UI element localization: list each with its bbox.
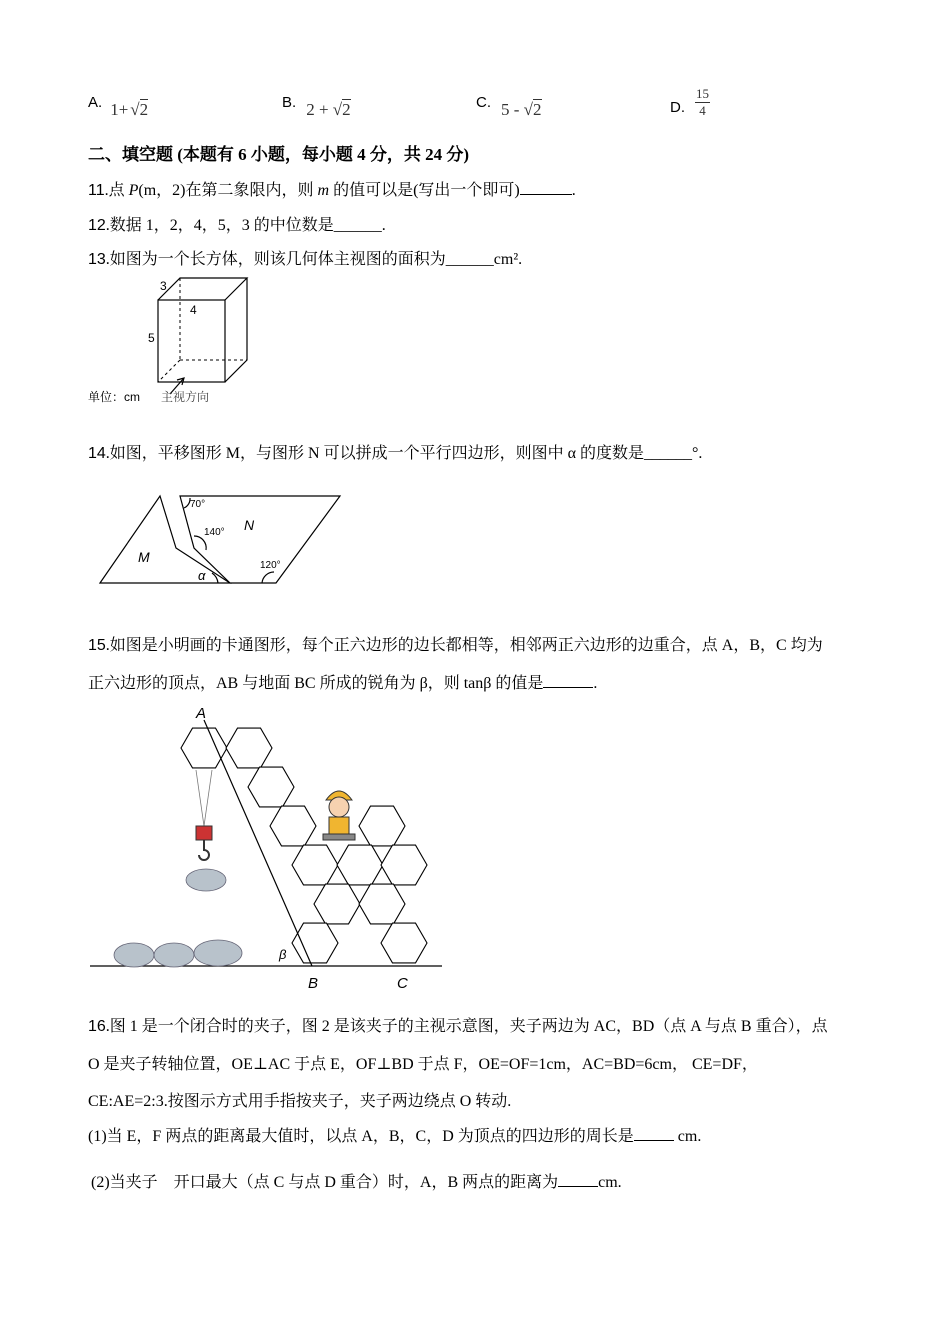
label-alpha: α [198, 568, 206, 583]
cuboid-figure [80, 272, 280, 412]
parallelogram-figure [94, 488, 354, 592]
point-label-b: B [308, 975, 319, 992]
question-12 [88, 212, 386, 235]
angle-arc-120 [262, 572, 274, 583]
text: (1)当 E，F 两点的距离最大值时，以点 A，B，C，D 为顶点的四边形的周长是 [88, 1128, 634, 1145]
term: 2 [306, 100, 315, 119]
question-number: 12 [88, 217, 106, 234]
term: 5 [501, 100, 510, 119]
option-b [282, 92, 351, 119]
hexagon [248, 767, 294, 807]
unit-label: 单位：cm [88, 390, 140, 404]
section-heading: 二、填空题 (本题有 6 小题，每小题 4 分，共 24 分) [88, 145, 470, 164]
sqrt-sign: √ [332, 100, 343, 119]
hexagon [381, 845, 427, 885]
operator: - [513, 100, 520, 119]
dim-label-5: 5 [148, 331, 155, 345]
angle-label-120: 120° [260, 560, 281, 571]
question-16-line3 [88, 1088, 511, 1111]
numerator: 15 [696, 86, 709, 101]
rock-icon [114, 869, 242, 967]
question-16-line1 [88, 1013, 828, 1036]
option-a [88, 92, 149, 119]
text: (m，2)在第二象限内，则 [138, 182, 318, 199]
text: O 是夹子转轴位置，OE⊥AC 于点 E，OF⊥BD 于点 F，OE=OF=1cm，AC=BD=6cm， CE=DF， [88, 1056, 758, 1073]
hexagon [359, 806, 405, 846]
text: CE:AE=2:3.按图示方式用手指按夹子，夹子两边绕点 O 转动. [88, 1093, 512, 1110]
hexagon [359, 884, 405, 924]
answer-blank[interactable] [520, 180, 572, 195]
option-expression [306, 100, 350, 119]
option-label: C. [476, 94, 491, 111]
hexagon-figure [86, 700, 456, 995]
var: m [317, 182, 330, 199]
view-direction-label: 主视方向 [161, 390, 210, 404]
answer-blank[interactable] [634, 1126, 674, 1141]
fraction [695, 86, 710, 119]
cuboid-right-edge [225, 278, 247, 382]
text: .如图为一个长方体，则该几何体主视图的面积为______cm². [105, 251, 523, 268]
text: cm. [673, 1128, 702, 1145]
dim-label-3: 3 [160, 279, 167, 293]
question-14 [88, 440, 702, 463]
point-label-c: C [397, 975, 408, 992]
option-d [670, 86, 710, 125]
question-16-part2 [91, 1169, 622, 1192]
angle-label-beta: β [279, 947, 287, 962]
hexagon [381, 923, 427, 963]
angle-label-140: 140° [204, 527, 225, 538]
operator: + [118, 100, 129, 119]
text: .图 1 是一个闭合时的夹子，图 2 是该夹子的主视示意图，夹子两边为 AC，BD（点 A 与点 B 重合），点 [105, 1018, 828, 1035]
question-number: 11 [88, 182, 105, 199]
text: . [571, 182, 576, 199]
hexagon [292, 845, 338, 885]
question-number: 13 [88, 251, 106, 268]
question-13 [88, 246, 522, 269]
question-15-line1 [88, 632, 823, 655]
hexagon [181, 728, 227, 768]
question-number: 15 [88, 637, 106, 654]
worker-figure-icon [323, 791, 355, 840]
radicand: 2 [342, 100, 351, 119]
var: P [128, 182, 139, 199]
sqrt-sign: √ [130, 100, 140, 119]
question-16-part1 [88, 1123, 701, 1146]
term: 1 [110, 100, 119, 119]
option-expression [110, 100, 148, 119]
hook-block-icon [196, 826, 212, 840]
denominator: 4 [699, 103, 706, 118]
hexagon-group [181, 728, 427, 963]
answer-blank[interactable] [558, 1172, 598, 1187]
radicand: 2 [533, 100, 542, 119]
option-label: A. [88, 94, 103, 111]
text: 正六边形的顶点，AB 与地面 BC 所成的锐角为 β，则 tanβ 的值是 [88, 675, 544, 692]
label-n: N [244, 517, 255, 533]
hexagon [337, 845, 383, 885]
label-m: M [138, 549, 150, 565]
question-15-line2 [88, 670, 597, 693]
cuboid-top-face [158, 278, 247, 300]
text: 的值可以是(写出一个即可) [329, 182, 520, 199]
option-expression [501, 100, 542, 119]
hexagon [270, 806, 316, 846]
text: cm. [598, 1174, 622, 1191]
text: (2)当夹子 开口最大（点 C 与点 D 重合）时，A，B 两点的距离为 [91, 1174, 559, 1191]
angle-label-70: 70° [190, 499, 206, 510]
text: .数据 1，2，4，5，3 的中位数是______. [105, 217, 386, 234]
hidden-edges [158, 278, 247, 382]
text: .如图，平移图形 M，与图形 N 可以拼成一个平行四边形，则图中 α 的度数是______°. [105, 445, 703, 462]
question-number: 14 [88, 445, 106, 462]
angle-arc-140 [194, 536, 206, 550]
question-number: 16 [88, 1018, 106, 1035]
option-label: B. [282, 94, 297, 111]
option-label: D. [670, 99, 685, 117]
operator: + [318, 100, 329, 119]
dim-label-4: 4 [190, 303, 197, 317]
question-16-line2 [88, 1051, 758, 1074]
hexagon [292, 923, 338, 963]
radicand: 2 [139, 100, 149, 119]
point-label-a: A [196, 705, 207, 722]
text: .如图是小明画的卡通图形，每个正六边形的边长都相等，相邻两正六边形的边重合，点 A，B，C 均为 [105, 637, 823, 654]
option-c [476, 92, 542, 119]
answer-blank[interactable] [543, 673, 593, 688]
text: . [593, 675, 598, 692]
hook-icon [199, 840, 209, 860]
shape-m [100, 496, 230, 583]
hexagon [226, 728, 272, 768]
hexagon [314, 884, 360, 924]
crane-cables [196, 770, 212, 826]
sqrt-sign: √ [523, 100, 534, 119]
question-11 [88, 177, 576, 200]
text: .点 [104, 182, 129, 199]
